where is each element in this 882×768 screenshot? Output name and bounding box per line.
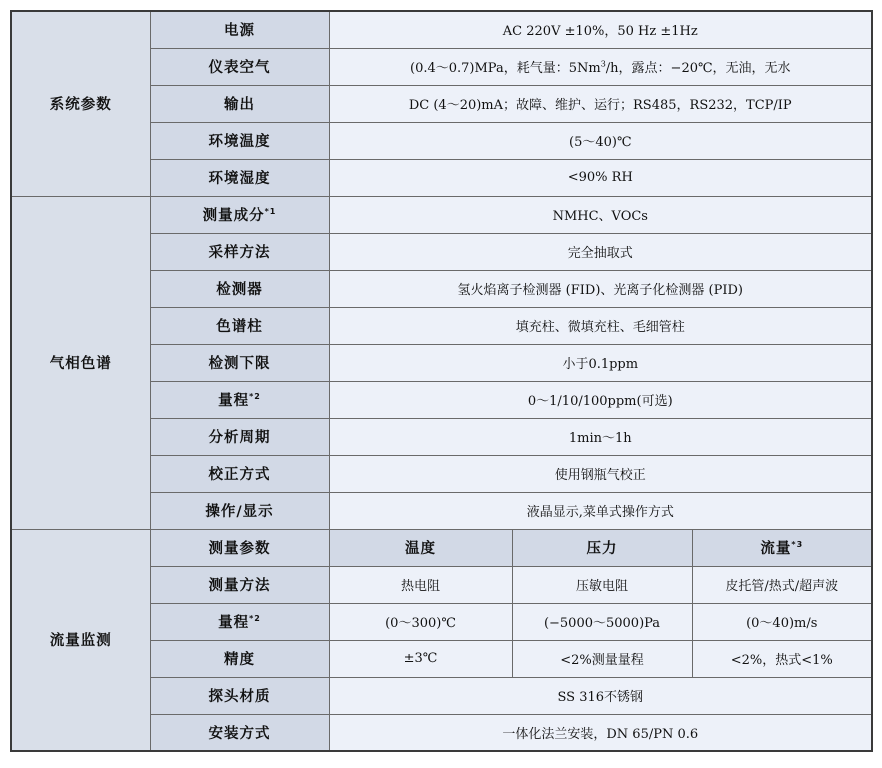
header-pressure: 压力 [512, 529, 692, 566]
note-marker-3: *3 [791, 540, 804, 550]
air-value-pre: (0.4～0.7)MPa，耗气量：5Nm [410, 61, 601, 76]
value-display: 液晶显示,菜单式操作方式 [329, 492, 872, 529]
flow-range-label-text: 量程 [218, 615, 250, 631]
section-gas-chromatography: 气相色谱 [11, 196, 150, 529]
value-output: DC (4～20)mA；故障、维护、运行；RS485，RS232，TCP/IP [329, 85, 872, 122]
value-ambient-temp: (5～40)℃ [329, 122, 872, 159]
spec-table [10, 10, 873, 752]
gc-range-label-text: 量程 [218, 393, 250, 409]
value-column: 填充柱、微填充柱、毛细管柱 [329, 307, 872, 344]
value-gc-range: 0～1/10/100ppm(可选) [329, 381, 872, 418]
label-instrument-air: 仪表空气 [150, 48, 329, 85]
label-power: 电源 [150, 11, 329, 48]
row-power [11, 11, 872, 48]
label-lower-limit: 检测下限 [150, 344, 329, 381]
value-components: NMHC、VOCs [329, 196, 872, 233]
label-ambient-temp: 环境温度 [150, 122, 329, 159]
label-probe-material: 探头材质 [150, 677, 329, 714]
label-flow-range [150, 603, 329, 640]
section-flow-monitoring: 流量监测 [11, 529, 150, 751]
value-accuracy-temp: ±3℃ [329, 640, 512, 677]
air-value-sup: 3 [600, 59, 606, 69]
note-marker-2b: *2 [249, 614, 261, 624]
value-method-flow: 皮托管/热式/超声波 [692, 566, 872, 603]
label-flow-method: 测量方法 [150, 566, 329, 603]
section-system-params: 系统参数 [11, 11, 150, 196]
label-detector: 检测器 [150, 270, 329, 307]
value-detector: 氢火焰离子检测器 (FID)、光离子化检测器 (PID) [329, 270, 872, 307]
label-accuracy: 精度 [150, 640, 329, 677]
label-sampling: 采样方法 [150, 233, 329, 270]
value-lower-limit: 小于0.1ppm [329, 344, 872, 381]
label-gc-range [150, 381, 329, 418]
label-ambient-humidity: 环境湿度 [150, 159, 329, 196]
row-components [11, 196, 872, 233]
label-output: 输出 [150, 85, 329, 122]
note-marker-2: *2 [249, 392, 261, 402]
value-calibration: 使用钢瓶气校正 [329, 455, 872, 492]
air-value-post: /h，露点：−20℃，无油，无水 [605, 61, 791, 76]
label-installation: 安装方式 [150, 714, 329, 751]
value-probe-material: SS 316不锈钢 [329, 677, 872, 714]
label-flow-params: 测量参数 [150, 529, 329, 566]
header-temperature: 温度 [329, 529, 512, 566]
note-marker-1: *1 [264, 207, 277, 217]
label-column: 色谱柱 [150, 307, 329, 344]
flow-header-text: 流量 [760, 541, 792, 557]
value-range-pressure: (−5000～5000)Pa [512, 603, 692, 640]
value-accuracy-flow: <2%，热式<1% [692, 640, 872, 677]
label-display: 操作/显示 [150, 492, 329, 529]
value-sampling: 完全抽取式 [329, 233, 872, 270]
value-installation: 一体化法兰安装，DN 65/PN 0.6 [329, 714, 872, 751]
value-power: AC 220V ±10%，50 Hz ±1Hz [329, 11, 872, 48]
header-flow [692, 529, 872, 566]
value-method-pressure: 压敏电阻 [512, 566, 692, 603]
value-range-flow: (0～40)m/s [692, 603, 872, 640]
row-flow-params [11, 529, 872, 566]
components-label-text: 测量成分 [202, 208, 265, 224]
label-calibration: 校正方式 [150, 455, 329, 492]
value-cycle: 1min～1h [329, 418, 872, 455]
label-components [150, 196, 329, 233]
value-range-temp: (0～300)℃ [329, 603, 512, 640]
value-instrument-air [329, 48, 872, 85]
value-ambient-humidity: <90% RH [329, 159, 872, 196]
value-accuracy-pressure: <2%测量量程 [512, 640, 692, 677]
label-cycle: 分析周期 [150, 418, 329, 455]
value-method-temp: 热电阻 [329, 566, 512, 603]
